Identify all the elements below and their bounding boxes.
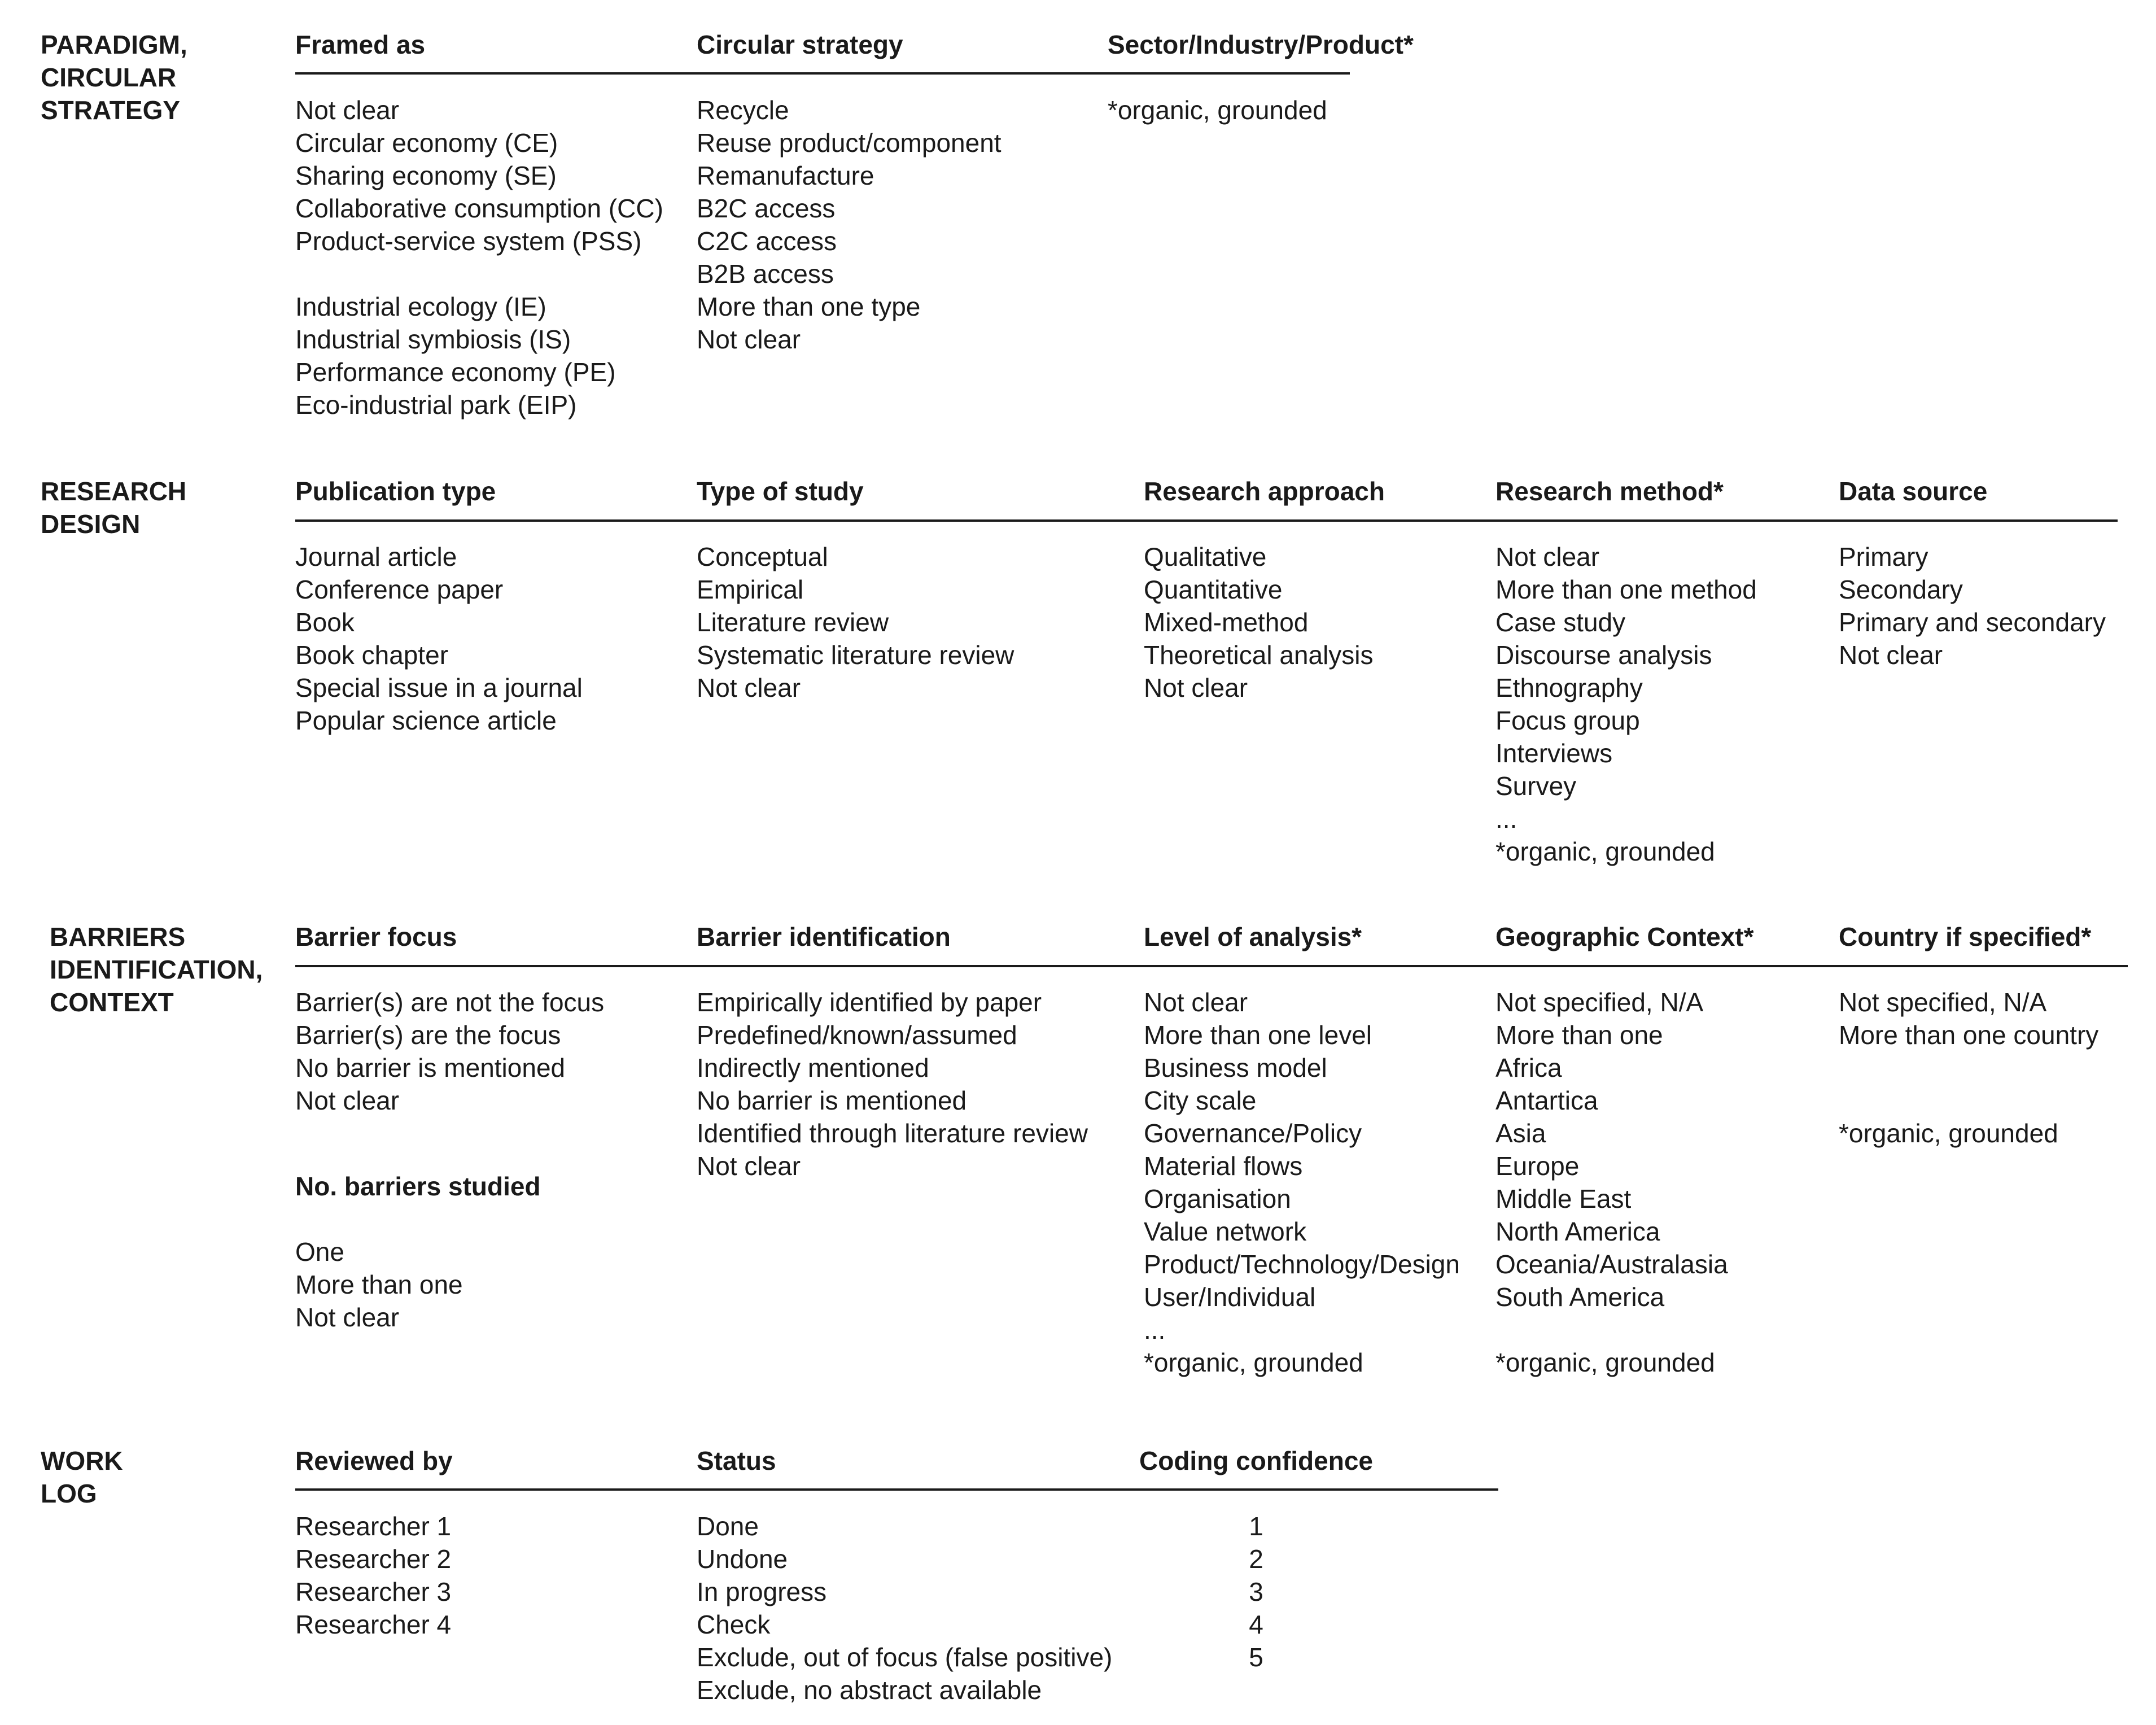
list-item: Interviews xyxy=(1495,739,1613,768)
list-item: Not clear xyxy=(697,673,801,702)
list-item: More than one xyxy=(295,1270,463,1299)
list-item: Conceptual xyxy=(697,542,828,571)
list-item: Material flows xyxy=(1144,1151,1303,1181)
column-header: Level of analysis* xyxy=(1144,922,1362,951)
section-rule xyxy=(295,72,1350,75)
column-circular-strategy xyxy=(697,28,1002,356)
list-item xyxy=(1839,1051,2098,1084)
list-item: Check xyxy=(697,1610,771,1639)
list-item: More than one type xyxy=(697,292,921,321)
column-items xyxy=(1144,540,1385,704)
column-items xyxy=(1839,540,2106,671)
column-items xyxy=(1108,94,1414,126)
column-header: Reviewed by xyxy=(295,1446,453,1475)
column-framed-as xyxy=(295,28,663,421)
section-rule xyxy=(295,965,2128,967)
section-rule xyxy=(295,1488,1498,1491)
column-header: Type of study xyxy=(697,477,864,506)
list-item: Discourse analysis xyxy=(1495,640,1712,670)
list-item: Middle East xyxy=(1495,1184,1632,1213)
list-item: Special issue in a journal xyxy=(295,673,583,702)
list-item: One xyxy=(295,1237,344,1267)
column-items xyxy=(295,540,583,737)
column-header: Country if specified* xyxy=(1839,922,2092,951)
list-item: 5 xyxy=(1249,1643,1263,1672)
list-item: Primary and secondary xyxy=(1839,608,2106,637)
list-item: Performance economy (PE) xyxy=(295,357,616,387)
list-item: Not clear xyxy=(697,1151,801,1181)
column-research-method xyxy=(1495,475,1757,868)
column-items xyxy=(697,1510,1112,1706)
list-item: Recycle xyxy=(697,95,789,125)
list-item: Not clear xyxy=(1495,542,1600,571)
list-item: Product-service system (PSS) xyxy=(295,226,642,256)
column-header: Coding confidence xyxy=(1139,1446,1373,1475)
column-items xyxy=(1495,986,1754,1379)
section-label-paradigm: PARADIGM, CIRCULAR STRATEGY xyxy=(41,30,187,125)
column-type-of-study xyxy=(697,475,1014,704)
list-item: Oceania/Australasia xyxy=(1495,1250,1728,1279)
column-barrier-focus xyxy=(295,920,604,1334)
column-items xyxy=(1839,986,2098,1150)
column-items xyxy=(295,1510,453,1641)
list-item: Asia xyxy=(1495,1119,1546,1148)
list-item: *organic, grounded xyxy=(1495,1348,1715,1377)
list-item: No barrier is mentioned xyxy=(697,1086,967,1115)
column-items xyxy=(697,540,1014,704)
list-item: Researcher 1 xyxy=(295,1512,452,1541)
list-item xyxy=(1495,1313,1754,1346)
list-item: Barrier(s) are the focus xyxy=(295,1020,561,1050)
column-coding-confidence xyxy=(1139,1444,1373,1674)
list-item: In progress xyxy=(697,1577,827,1606)
list-item: Secondary xyxy=(1839,575,1963,604)
section-rule xyxy=(295,519,2118,522)
list-item: Not clear xyxy=(1144,673,1248,702)
list-item: *organic, grounded xyxy=(1108,95,1327,125)
list-item: Reuse product/component xyxy=(697,128,1002,158)
column-items xyxy=(1139,1510,1373,1674)
list-item: Organisation xyxy=(1144,1184,1291,1213)
column-level-of-analysis xyxy=(1144,920,1460,1379)
section-label-work-log: WORK LOG xyxy=(41,1446,123,1508)
list-item: B2B access xyxy=(697,259,834,289)
list-item: Africa xyxy=(1495,1053,1562,1082)
list-item: Journal article xyxy=(295,542,457,571)
column-header: Geographic Context* xyxy=(1495,922,1754,951)
column-status xyxy=(697,1444,1112,1706)
column-items xyxy=(295,986,604,1117)
list-item: Circular economy (CE) xyxy=(295,128,558,158)
list-item: More than one level xyxy=(1144,1020,1372,1050)
list-item: Exclude, out of focus (false positive) xyxy=(697,1643,1113,1672)
subheader-no-barriers-studied: No. barriers studied xyxy=(295,1172,541,1201)
list-item: *organic, grounded xyxy=(1839,1119,2058,1148)
list-item: Europe xyxy=(1495,1151,1580,1181)
column-header: Research method* xyxy=(1495,477,1724,506)
list-item: More than one country xyxy=(1839,1020,2099,1050)
list-item: Ethnography xyxy=(1495,673,1643,702)
column-header: Circular strategy xyxy=(697,30,903,59)
list-item: Industrial symbiosis (IS) xyxy=(295,325,571,354)
list-item: Book chapter xyxy=(295,640,449,670)
list-item: Literature review xyxy=(697,608,889,637)
list-item: Mixed-method xyxy=(1144,608,1309,637)
section-label-barriers-context: BARRIERS IDENTIFICATION, CONTEXT xyxy=(50,922,263,1017)
list-item: Remanufacture xyxy=(697,161,874,190)
list-item: North America xyxy=(1495,1217,1660,1246)
list-item: Indirectly mentioned xyxy=(697,1053,929,1082)
list-item: Not clear xyxy=(295,95,400,125)
list-item: Theoretical analysis xyxy=(1144,640,1374,670)
list-item: No barrier is mentioned xyxy=(295,1053,566,1082)
column-header: Publication type xyxy=(295,477,496,506)
list-item: Researcher 4 xyxy=(295,1610,452,1639)
list-item xyxy=(295,257,663,290)
column-header: Data source xyxy=(1839,477,1988,506)
list-item: Not clear xyxy=(1144,988,1248,1017)
list-item: Not clear xyxy=(1839,640,1943,670)
list-item: Not specified, N/A xyxy=(1495,988,1704,1017)
list-item: Book xyxy=(295,608,355,637)
list-item: Not specified, N/A xyxy=(1839,988,2047,1017)
column-sector-industry-product xyxy=(1108,28,1414,126)
column-subitems xyxy=(295,1235,604,1334)
list-item: 1 xyxy=(1249,1512,1263,1541)
list-item: City scale xyxy=(1144,1086,1257,1115)
column-items xyxy=(697,986,1088,1182)
list-item: Exclude, no abstract available xyxy=(697,1675,1042,1705)
list-item: *organic, grounded xyxy=(1144,1348,1363,1377)
list-item: Business model xyxy=(1144,1053,1327,1082)
list-item: Case study xyxy=(1495,608,1626,637)
list-item: Quantitative xyxy=(1144,575,1283,604)
list-item: 3 xyxy=(1249,1577,1263,1606)
column-geographic-context xyxy=(1495,920,1754,1379)
column-header: Sector/Industry/Product* xyxy=(1108,30,1414,59)
column-header: Research approach xyxy=(1144,477,1385,506)
list-item: Value network xyxy=(1144,1217,1307,1246)
list-item: Sharing economy (SE) xyxy=(295,161,557,190)
column-header: Barrier focus xyxy=(295,922,457,951)
list-item xyxy=(1839,1084,2098,1117)
list-item: Industrial ecology (IE) xyxy=(295,292,546,321)
list-item: More than one method xyxy=(1495,575,1757,604)
list-item: Qualitative xyxy=(1144,542,1267,571)
list-item: More than one xyxy=(1495,1020,1663,1050)
list-item: Not clear xyxy=(697,325,801,354)
list-item: 2 xyxy=(1249,1544,1263,1574)
list-item: Done xyxy=(697,1512,759,1541)
list-item: Survey xyxy=(1495,771,1577,801)
column-barrier-identification xyxy=(697,920,1088,1182)
list-item: Empirical xyxy=(697,575,804,604)
list-item: Not clear xyxy=(295,1086,400,1115)
list-item: Popular science article xyxy=(295,706,557,735)
list-item: Governance/Policy xyxy=(1144,1119,1362,1148)
list-item: Empirically identified by paper xyxy=(697,988,1042,1017)
column-items xyxy=(1144,986,1460,1379)
list-item: *organic, grounded xyxy=(1495,837,1715,866)
list-item: Systematic literature review xyxy=(697,640,1014,670)
list-item: Predefined/known/assumed xyxy=(697,1020,1017,1050)
column-research-approach xyxy=(1144,475,1385,704)
column-header: Framed as xyxy=(295,30,426,59)
column-items xyxy=(1495,540,1757,868)
list-item: Researcher 3 xyxy=(295,1577,452,1606)
list-item: Antartica xyxy=(1495,1086,1598,1115)
list-item: Eco-industrial park (EIP) xyxy=(295,390,577,420)
list-item: Not clear xyxy=(295,1303,400,1332)
list-item: ... xyxy=(1144,1315,1166,1344)
column-header: Barrier identification xyxy=(697,922,951,951)
column-publication-type xyxy=(295,475,583,737)
list-item: Product/Technology/Design xyxy=(1144,1250,1460,1279)
list-item: Identified through literature review xyxy=(697,1119,1088,1148)
column-header: Status xyxy=(697,1446,776,1475)
list-item: User/Individual xyxy=(1144,1282,1316,1312)
list-item: Conference paper xyxy=(295,575,504,604)
column-items xyxy=(697,94,1002,356)
list-item: Primary xyxy=(1839,542,1928,571)
list-item: Focus group xyxy=(1495,706,1640,735)
list-item: B2C access xyxy=(697,194,836,223)
list-item: South America xyxy=(1495,1282,1665,1312)
column-country-if-specified xyxy=(1839,920,2098,1150)
list-item: Barrier(s) are not the focus xyxy=(295,988,605,1017)
section-label-research-design: RESEARCH DESIGN xyxy=(41,477,187,539)
list-item: C2C access xyxy=(697,226,837,256)
column-data-source xyxy=(1839,475,2106,671)
column-items xyxy=(295,94,663,421)
list-item: Researcher 2 xyxy=(295,1544,452,1574)
list-item: Collaborative consumption (CC) xyxy=(295,194,663,223)
list-item: 4 xyxy=(1249,1610,1263,1639)
list-item: Undone xyxy=(697,1544,788,1574)
list-item: ... xyxy=(1495,804,1517,833)
column-reviewed-by xyxy=(295,1444,453,1641)
